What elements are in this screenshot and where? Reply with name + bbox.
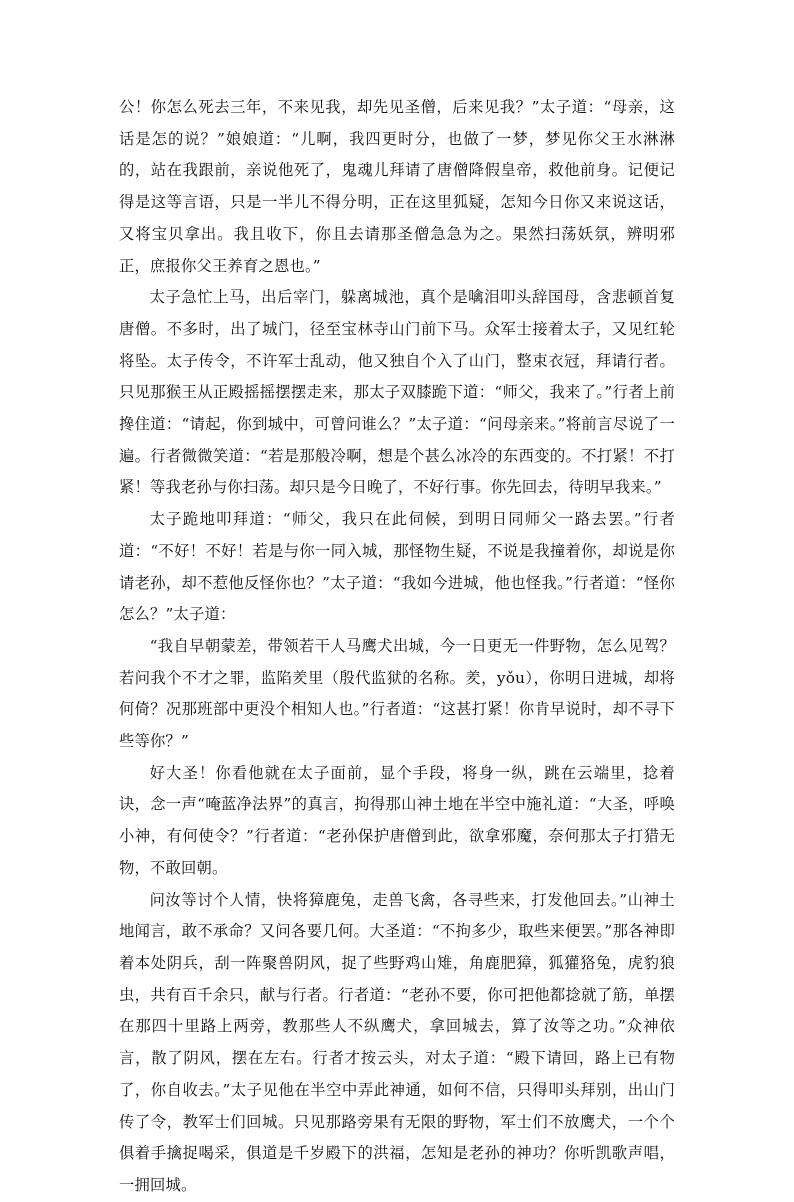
document-page xyxy=(119,92,675,1202)
paragraph-5: 好大圣！你看他就在太子面前，显个手段，将身一纵，跳在云端里，捻着诀，念一声“唵蓝净法界”的真言，拘得那山神土地在半空中施礼道：“大圣，呼唤小神，有何使令？”行者道：“老孙保护唐僧到此，欲拿邪魔，奈何那太子打猎无物，不敢回朝。 xyxy=(119,763,675,877)
paragraph-6: 问汝等讨个人情，快将獐鹿兔，走兽飞禽，各寻些来，打发他回去。”山神土地闻言，敢不承命？又问各要几何。大圣道：“不拘多少，取些来便罢。”那各神即着本处阴兵，刮一阵聚兽阴风，捉了些野鸡山雉，角鹿肥獐，狐獾狢兔，虎豹狼虫，共有百千余只，献与行者。行者道：“老孙不要，你可把他都捻就了筋，单摆在那四十里路上两旁，教那些人不纵鹰犬，拿回城去，算了汝等之功。”众神依言，散了阴风，摆在左右。行者才按云头，对太子道：“殿下请回，路上已有物了，你自收去。”太子见他在半空中弄此神通，如何不信，只得叩头拜别，出山门传了令，教军士们回城。只见那路旁果有无限的野物，军士们不放鹰犬，一个个俱着手擒捉喝采，俱道是千岁殿下的洪福，怎知是老孙的神功？你听凯歌声唱，一拥回城。 xyxy=(119,890,675,1194)
paragraph-1: 公！你怎么死去三年，不来见我，却先见圣僧，后来见我？”太子道：“母亲，这话是怎的说？”娘娘道：“儿啊，我四更时分，也做了一梦，梦见你父王水淋淋的，站在我跟前，亲说他死了，鬼魂儿拜请了唐僧降假皇帝，救他前身。记便记得是这等言语，只是一半儿不得分明，正在这里狐疑，怎知今日你又来说这话，又将宝贝拿出。我且收下，你且去请那圣僧急急为之。果然扫荡妖氛，辨明邪正，庶报你父王养育之恩也。” xyxy=(119,98,675,275)
paragraph-2: 太子急忙上马，出后宰门，躲离城池，真个是噙泪叩头辞国母，含悲顿首复唐僧。不多时，出了城门，径至宝林寺山门前下马。众军士接着太子，又见红轮将坠。太子传令，不许军士乱动，他又独自个入了山门，整束衣冠，拜请行者。只见那猴王从正殿摇摇摆摆走来，那太子双膝跪下道：“师父，我来了。”行者上前搀住道：“请起，你到城中，可曾问谁么？”太子道：“问母亲来。”将前言尽说了一遍。行者微微笑道：“若是那般冷啊，想是个甚么冰冷的东西变的。不打紧！不打紧！等我老孙与你扫荡。却只是今日晚了，不好行事。你先回去，待明早我来。” xyxy=(119,288,675,497)
paragraph-3: 太子跪地叩拜道：“师父，我只在此伺候，到明日同师父一路去罢。”行者道：“不好！不好！若是与你一同入城，那怪物生疑，不说是我撞着你，却说是你请老孙，却不惹他反怪你也？”太子道：“我如今进城，他也怪我。”行者道：“怪你怎么？”太子道： xyxy=(119,510,675,624)
paragraph-4: “我自早朝蒙差，带领若干人马鹰犬出城，今一日更无一件野物，怎么见驾？若问我个不才之罪，监陷羑里（殷代监狱的名称。羑，yǒu），你明日进城，却将何倚？况那班部中更没个相知人也。”行者道：“这甚打紧！你肯早说时，却不寻下些等你？” xyxy=(119,636,675,751)
